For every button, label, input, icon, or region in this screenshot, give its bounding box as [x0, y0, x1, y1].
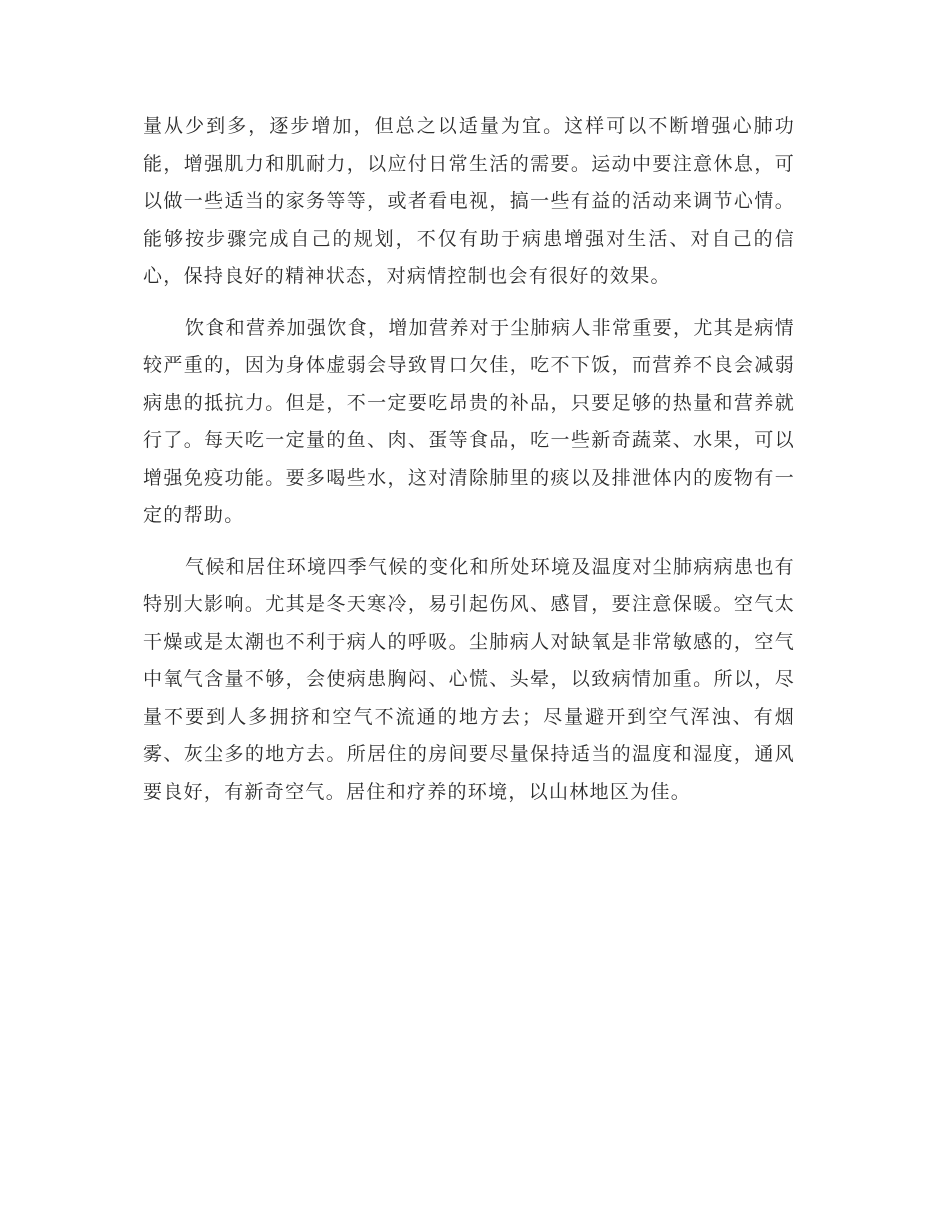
paragraph-exercise: 量从少到多，逐步增加，但总之以适量为宜。这样可以不断增强心肺功能，增强肌力和肌耐力，以应付日常生活的需要。运动中要注意休息，可以做一些适当的家务等等，或者看电视，搞一些有益的活动来调节心情。能够按步骤完成自己的规划，不仅有助于病患增强对生活、对自己的信心，保持良好的精神状态，对病情控制也会有很好的效果。 — [143, 115, 795, 287]
paragraph-climate-environment: 气候和居住环境四季气候的变化和所处环境及温度对尘肺病病患也有特别大影响。尤其是冬天寒冷，易引起伤风、感冒，要注意保暖。空气太干燥或是太潮也不利于病人的呼吸。尘肺病人对缺氧是非常敏感的，空气中氧气含量不够，会使病患胸闷、心慌、头晕，以致病情加重。所以，尽量不要到人多拥挤和空气不流通的地方去；尽量避开到空气浑浊、有烟雾、灰尘多的地方去。所居住的房间要尽量保持适当的温度和湿度，通风要良好，有新奇空气。居住和疗养的环境，以山林地区为佳。 — [143, 555, 795, 803]
paragraph-diet-nutrition: 饮食和营养加强饮食，增加营养对于尘肺病人非常重要，尤其是病情较严重的，因为身体虚弱会导致胃口欠佳，吃不下饭，而营养不良会减弱病患的抵抗力。但是，不一定要吃昂贵的补品，只要足够的热量和营养就行了。每天吃一定量的鱼、肉、蛋等食品，吃一些新奇蔬菜、水果，可以增强免疫功能。要多喝些水，这对清除肺里的痰以及排泄体内的废物有一定的帮助。 — [143, 316, 795, 526]
document-body — [143, 108, 795, 825]
